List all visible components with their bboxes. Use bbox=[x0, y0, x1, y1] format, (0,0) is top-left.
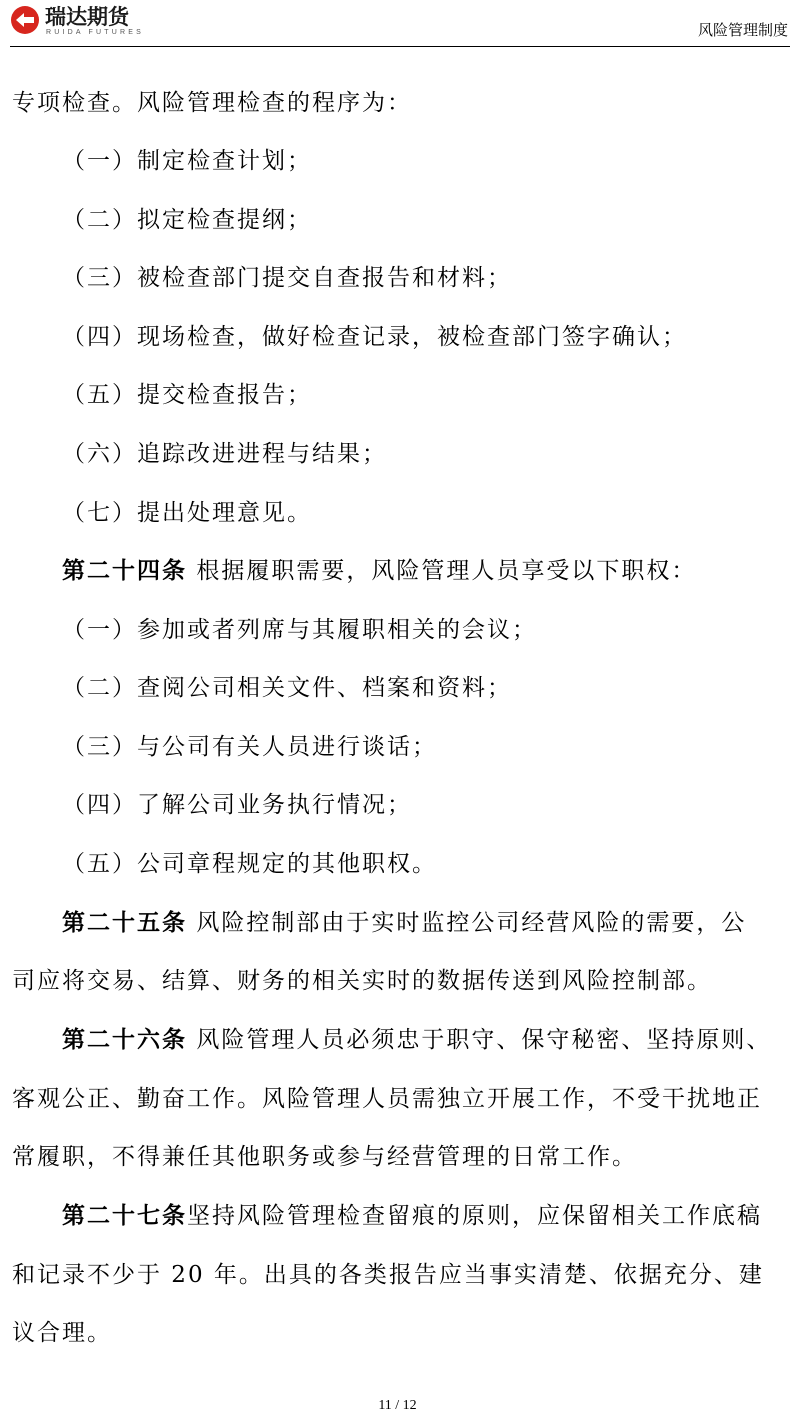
article-text: 风险控制部由于实时监控公司经营风险的需要，公 bbox=[196, 910, 747, 936]
article-26-continued: 常履职，不得兼任其他职务或参与经营管理的日常工作。 bbox=[12, 1144, 637, 1170]
article-25 bbox=[62, 908, 790, 938]
document-title: 风险管理制度 bbox=[697, 21, 788, 39]
article-label: 第二十七条 bbox=[62, 1203, 187, 1229]
procedure-item: （四）现场检查，做好检查记录，被检查部门签字确认； bbox=[62, 324, 687, 350]
authority-item: （三）与公司有关人员进行谈话； bbox=[62, 734, 437, 760]
article-26-continued: 客观公正、勤奋工作。风险管理人员需独立开展工作，不受干扰地正 bbox=[12, 1086, 762, 1112]
article-27-continued: 议合理。 bbox=[12, 1320, 112, 1346]
procedure-item: （七）提出处理意见。 bbox=[62, 500, 312, 526]
article-27-continued: 和记录不少于 20 年。出具的各类报告应当事实清楚、依据充分、建 bbox=[12, 1262, 764, 1288]
article-25-continued: 司应将交易、结算、财务的相关实时的数据传送到风险控制部。 bbox=[12, 968, 712, 994]
authority-item: （四）了解公司业务执行情况； bbox=[62, 792, 412, 818]
article-24 bbox=[62, 556, 790, 586]
procedure-item: （二）拟定检查提纲； bbox=[62, 207, 312, 233]
logo-name: 瑞达期货 bbox=[45, 5, 129, 29]
page-number: 11 / 12 bbox=[378, 1398, 417, 1413]
article-26 bbox=[62, 1025, 790, 1055]
article-text: 风险管理人员必须忠于职守、保守秘密、坚持原则、 bbox=[196, 1027, 772, 1053]
authority-item: （二）查阅公司相关文件、档案和资料； bbox=[62, 675, 512, 701]
article-label: 第二十六条 bbox=[62, 1027, 187, 1053]
procedure-item: （六）追踪改进进程与结果； bbox=[62, 441, 387, 467]
procedure-item: （五）提交检查报告； bbox=[62, 382, 312, 408]
procedure-item: （一）制定检查计划； bbox=[62, 148, 312, 174]
procedure-item: （三）被检查部门提交自查报告和材料； bbox=[62, 265, 512, 291]
page-header bbox=[10, 0, 790, 47]
article-27 bbox=[62, 1201, 790, 1231]
article-label: 第二十五条 bbox=[62, 910, 187, 936]
article-label: 第二十四条 bbox=[62, 558, 187, 584]
ruida-logo-icon bbox=[10, 5, 40, 35]
article-text: 坚持风险管理检查留痕的原则，应保留相关工作底稿 bbox=[187, 1203, 762, 1229]
article-text: 根据履职需要，风险管理人员享受以下职权： bbox=[196, 558, 697, 584]
authority-item: （一）参加或者列席与其履职相关的会议； bbox=[62, 617, 537, 643]
intro-paragraph: 专项检查。风险管理检查的程序为： bbox=[12, 90, 412, 116]
authority-item: （五）公司章程规定的其他职权。 bbox=[62, 851, 437, 877]
logo-subtitle: RUIDA FUTURES bbox=[46, 29, 144, 36]
